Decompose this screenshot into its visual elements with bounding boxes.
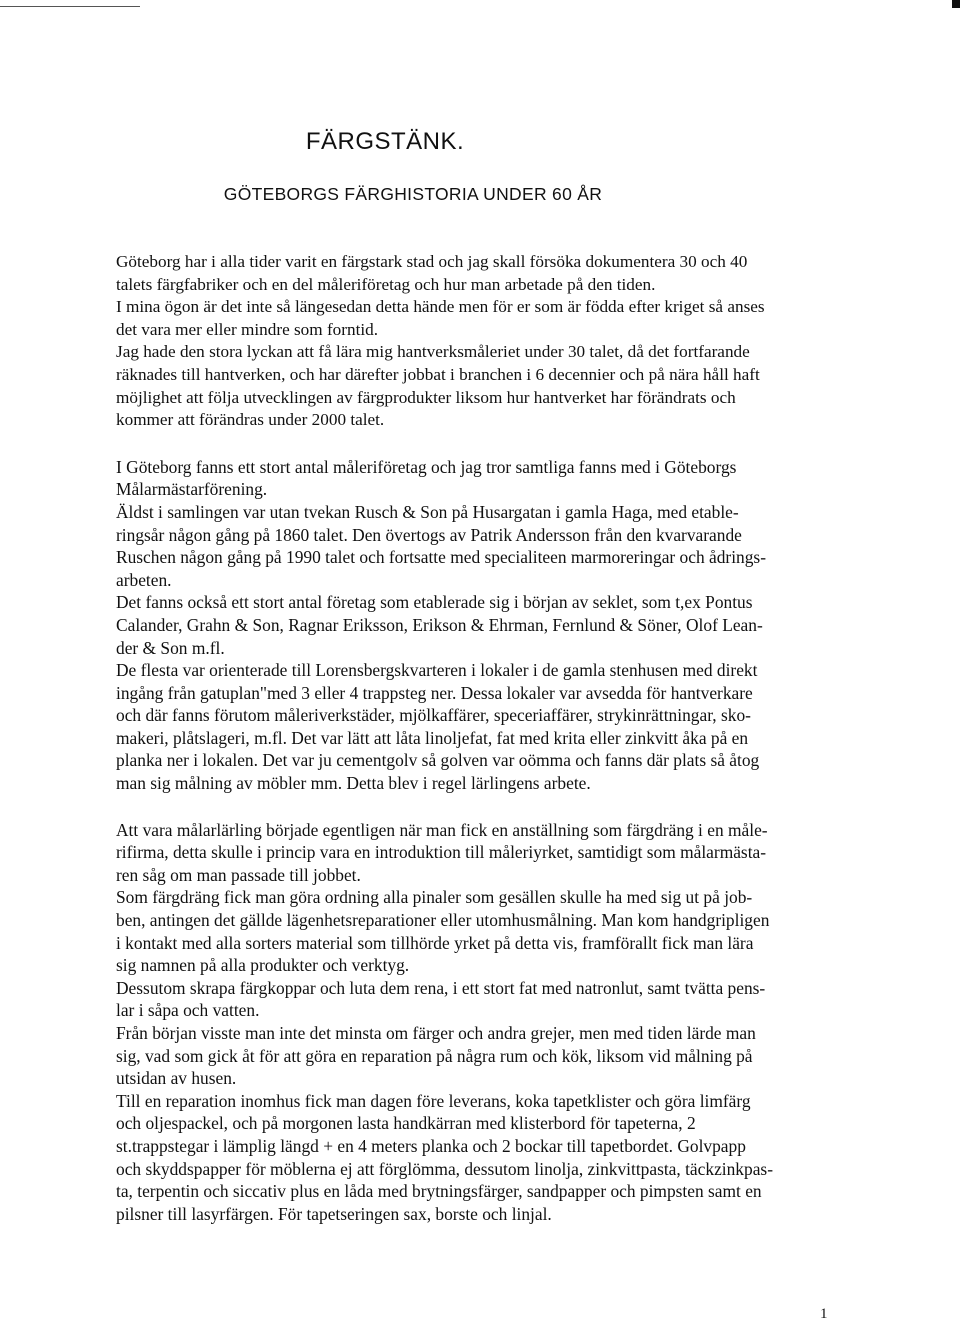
text-line: Dessutom skrapa färgkoppar och luta dem rena, i ett stort fat med natronlut, samt tvätta pens-	[116, 977, 766, 998]
text-line: Som färgdräng fick man göra ordning alla pinaler som gesällen skulle ha med sig ut på job-	[116, 887, 753, 908]
text-line: och skyddspapper för möblerna ej att förglömma, dessutom linolja, zinkvittpasta, täckzinkpas-	[116, 1158, 773, 1179]
text-line: De flesta var orienterade till Lorensbergskvarteren i lokaler i de gamla stenhusen med direkt	[116, 660, 758, 681]
text-line: talets färgfabriker och en del måleriföretag och hur man arbetade på den tiden.	[116, 274, 656, 294]
text-line: ren såg om man passade till jobbet.	[116, 864, 361, 885]
text-line: utsidan av husen.	[116, 1068, 237, 1089]
document-subtitle: GÖTEBORGS FÄRGHISTORIA UNDER 60 ÅR	[223, 184, 603, 204]
text-line: rifirma, detta skulle i princip vara en introduktion till måleriyrket, samtidigt som målarmästa-	[116, 842, 767, 863]
text-line: Ruschen någon gång på 1990 talet och fortsatte med specialiteen marmoreringar och ådrings-	[116, 547, 766, 568]
scan-corner-mark	[952, 0, 960, 8]
text-line: arbeten.	[116, 569, 172, 590]
text-line: st.trappstegar i lämplig längd + en 4 meters planka och 2 bockar till tapetbordet. Golvpapp	[116, 1135, 746, 1156]
text-line: och där fanns förutom måleriverkstäder, mjölkaffärer, speceriaffärer, strykinrättningar, sko-	[116, 705, 751, 726]
text-line: Från början visste man inte det minsta om färger och andra grejer, men med tiden lärde man	[116, 1023, 756, 1043]
text-line: I mina ögon är det inte så längesedan detta hände men för er som är födda efter kriget så anses	[116, 297, 765, 317]
text-line: der & Son m.fl.	[116, 637, 225, 658]
text-line: ringsår någon gång på 1860 talet. Den övertogs av Patrik Andersson från den kvarvarande	[116, 524, 742, 545]
text-line: och oljespackel, och på morgonen lasta handkärran med klisterbord för tapeterna, 2	[116, 1113, 696, 1134]
text-line: pilsner till lasyrfärgen. För tapetseringen sax, borste och linjal.	[116, 1203, 552, 1224]
text-line: kommer att förändras under 2000 talet.	[116, 410, 385, 430]
text-line: Till en reparation inomhus fick man dagen före leverans, koka tapetklister och göra limfärg	[116, 1090, 751, 1111]
paragraph-gap	[116, 432, 846, 456]
text-line: Det fanns också ett stort antal företag som etablerade sig i början av seklet, som t,ex Pontus	[116, 592, 753, 613]
text-line: man sig målning av möbler mm. Detta blev i regel lärlingens arbete.	[116, 773, 591, 794]
text-line: planka ner i lokalen. Det var ju cementgolv så golven var oömma och fanns där plats så åtog	[116, 750, 760, 771]
text-line: ingång från gatuplan"med 3 eller 4 trappsteg ner. Dessa lokaler var avsedda för hantverkare	[116, 682, 753, 703]
text-line: Jag hade den stora lyckan att få lära mig hantverksmåleriet under 30 talet, då det fortfarande	[116, 342, 750, 362]
text-line: det vara mer eller mindre som forntid.	[116, 319, 379, 339]
scan-top-rule	[0, 6, 140, 7]
text-line: Målarmästarförening.	[116, 479, 268, 500]
page-number: 1	[820, 1306, 828, 1322]
text-line: ben, antingen det gällde lägenhetsreparationer eller utomhusmålning. Man kom handgripligen	[116, 910, 770, 931]
text-line: Göteborg har i alla tider varit en färgstark stad och jag skall försöka dokumentera 30 och 40	[116, 252, 748, 271]
document-title: FÄRGSTÄNK.	[305, 128, 465, 155]
text-line: Att vara målarlärling började egentligen när man fick en anställning som färgdräng i en måle-	[116, 819, 768, 840]
text-line: möjlighet att följa utvecklingen av färgprodukter liksom hur hantverket har förändrats och	[116, 387, 736, 407]
text-line: ta, terpentin och siccativ plus en låda med brytningsfärger, sandpapper och pimpsten samt en	[116, 1181, 762, 1202]
text-line: Calander, Grahn & Son, Ragnar Eriksson, Erikson & Ehrman, Fernlund & Söner, Olof Lean-	[116, 614, 763, 635]
document-body	[116, 251, 846, 1225]
text-line: I Göteborg fanns ett stort antal måleriföretag och jag tror samtliga fanns med i Göteborgs	[116, 456, 737, 477]
text-line: i kontakt med alla sorters material som tillhörde yrket på detta vis, framförallt fick man lära	[116, 932, 754, 953]
text-line: lar i såpa och vatten.	[116, 1000, 260, 1021]
text-line: räknades till hantverken, och har därefter jobbat i branchen i 6 decennier och på nära håll haft	[116, 364, 760, 384]
paragraph-gap	[116, 795, 846, 819]
text-line: makeri, plåtslageri, m.fl. Det var lätt att låta linoljefat, fat med krita eller zinkvitt åka på en	[116, 727, 749, 748]
text-line: sig namnen på alla produkter och verktyg.	[116, 955, 410, 976]
text-line: sig, vad som gick åt för att göra en reparation på några rum och kök, liksom vid målning på	[116, 1045, 753, 1066]
text-line: Äldst i samlingen var utan tvekan Rusch & Son på Husargatan i gamla Haga, med etable-	[116, 501, 739, 522]
